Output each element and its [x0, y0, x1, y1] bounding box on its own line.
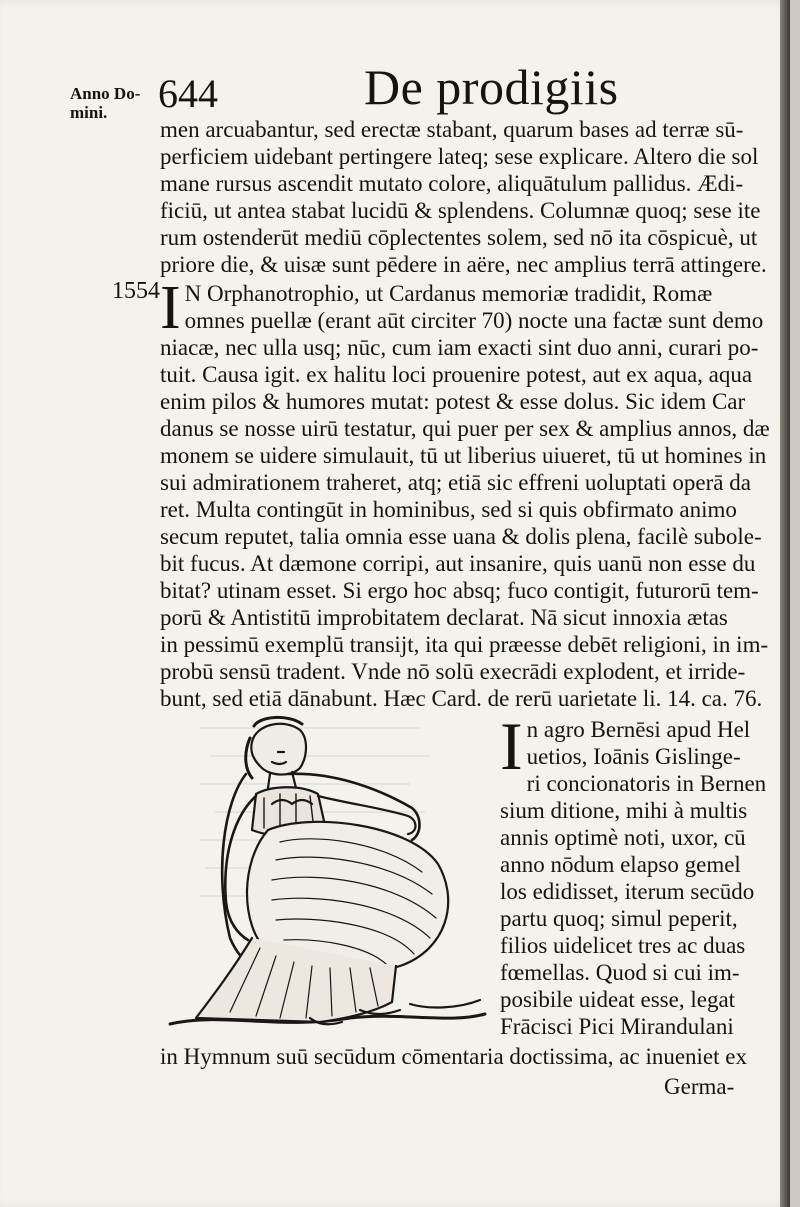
text-line: perficiem uidebant pertingere lateq; sese explicare. Altero die sol — [160, 144, 759, 169]
text-line: annis optimè noti, uxor, cū — [500, 825, 746, 850]
text-line: bunt, sed etiā dānabunt. Hæc Card. de rerū uarietate li. 14. ca. 76. — [160, 686, 763, 711]
text-block-continued — [160, 116, 772, 278]
woodcut-woman-icon — [160, 712, 490, 1042]
text-line: men arcuabantur, sed erectæ stabant, quarum bases ad terræ sū- — [160, 117, 744, 142]
margin-note-anno-domini: Anno Do- mini. — [70, 84, 141, 122]
text-line: sui admirationem traheret, atq; etiā sic effreni uoluptati operā da — [160, 470, 751, 495]
text-line: sium ditione, mihi à multis — [500, 798, 748, 823]
text-line: porū & Antistitū improbitatem declarat. Nā sicut innoxia ætas — [160, 605, 728, 630]
text-line: Frācisci Pici Mirandulani — [500, 1014, 734, 1039]
text-line: probū sensū tradent. Vnde nō solū execrādi explodent, et irride- — [160, 659, 746, 684]
text-line: anno nōdum elapso gemel — [500, 852, 741, 877]
text-column-twins — [500, 708, 770, 1040]
text-line: n agro Bernēsi apud Hel — [526, 717, 751, 742]
text-line: partu quoq; simul peperit, — [500, 906, 738, 931]
catchword: Germa- — [664, 1074, 735, 1099]
text-line: in pessimū exemplū transijt, ita qui præesse debēt religioni, in im- — [160, 632, 769, 657]
text-line: priore die, & uisæ sunt pēdere in aëre, nec amplius terrā attingere. — [160, 252, 767, 277]
text-line: monem se uidere simulauit, tū ut liberius uiueret, tū ut homines in — [160, 443, 767, 468]
text-line: secum reputet, talia omnia esse uana & dolis plena, facilè subole- — [160, 524, 762, 549]
text-line: niacæ, nec ulla usq; nūc, cum iam exacti sint duo anni, curari po- — [160, 335, 759, 360]
text-line: mane rursus ascendit mutato colore, aliquātulum pallidus. Ædi- — [160, 171, 744, 196]
text-line: uetios, Ioānis Gislinge- — [526, 744, 741, 769]
text-line: filios uidelicet tres ac duas — [500, 933, 746, 958]
text-line: fœmellas. Quod si cui im- — [500, 960, 740, 985]
text-line: rum ostenderūt mediū cōplectentes solem, sed nō ita cōspicuè, ut — [160, 225, 758, 250]
text-line: omnes puellæ (erant aūt circiter 70) nocte una factæ sunt demo — [184, 308, 764, 333]
text-line: los edidisset, iterum secūdo — [500, 879, 755, 904]
text-line: bitat? utinam esset. Si ergo hoc absq; fuco contigit, futurorū tem- — [160, 578, 759, 603]
text-line: tuit. Causa igit. ex halitu loci prouenire potest, aut ex aqua, aqua — [160, 362, 753, 387]
running-head: De prodigiis — [364, 59, 619, 115]
folio-number: 644 — [158, 71, 218, 116]
drop-cap: I — [160, 274, 181, 342]
text-line: enim pilos & humores mutat: potest & esse dolus. Sic idem Car — [160, 389, 746, 414]
text-line: danus se nosse uirū testatur, qui puer per sex & amplius annos, dæ — [160, 416, 770, 441]
text-line-final: in Hymnum suū secūdum cōmentaria doctissima, ac inueniet ex — [160, 1044, 747, 1069]
text-line: bit fucus. At dæmone corripi, aut insanire, quis uanū non esse du — [160, 551, 756, 576]
text-line: N Orphanotrophio, ut Cardanus memoriæ tradidit, Romæ — [184, 281, 713, 306]
text-line: ri concionatoris in Bernen — [526, 771, 767, 796]
text-line: ret. Multa contingūt in hominibus, sed si quis obfirmato animo — [160, 497, 737, 522]
text-line: ficiū, ut antea stabat lucidū & splendens. Columnæ quoq; sese ite — [160, 198, 761, 223]
page-edge — [780, 0, 790, 1207]
text-block-orphanotrophio — [160, 274, 772, 712]
drop-cap: I — [500, 708, 523, 784]
text-line: posibile uideat esse, legat — [500, 987, 736, 1012]
margin-year: 1554 — [112, 278, 160, 304]
